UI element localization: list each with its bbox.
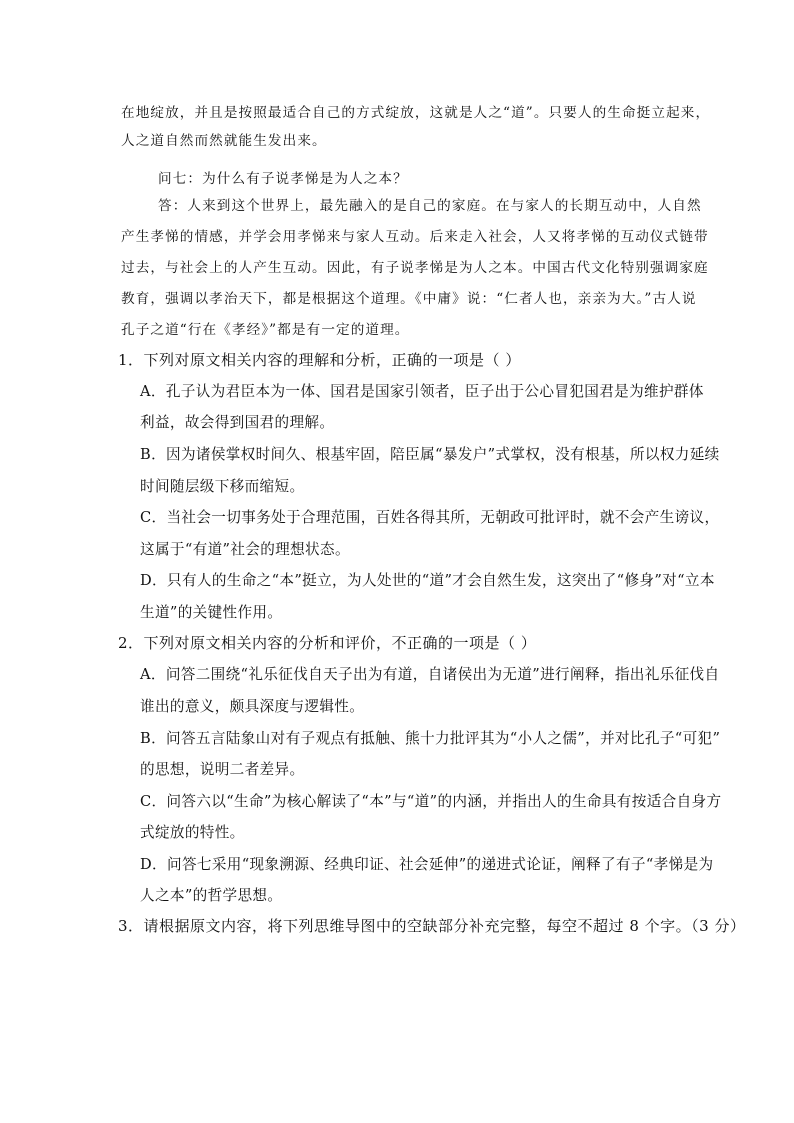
answer-line: 孔子之道“行在《孝经》”都是有一定的道理。 [121, 322, 410, 338]
q1-option-c-line1: C．当社会一切事务处于合理范围，百姓各得其所，无朝政可批评时，就不会产生谤议， [140, 509, 720, 526]
q1-option-d-line1: D．只有人的生命之“本”挺立，为人处世的“道”才会自然生发，这突出了“修身”对“立本 [140, 572, 715, 589]
q2-option-c-line1: C．问答六以“生命”为核心解读了“本”与“道”的内涵，并指出人的生命具有按适合自身方 [140, 793, 722, 810]
question-7-heading: 问七：为什么有子说孝悌是为人之本？ [158, 171, 408, 187]
answer-line: 过去，与社会上的人产生互动。因此，有子说孝悌是为人之本。中国古代文化特别强调家庭 [121, 260, 709, 276]
q2-option-a-line1: A．问答二围绕“礼乐征伐自天子出为有道，自诸侯出为无道”进行阐释，指出礼乐征伐自 [140, 666, 720, 683]
q1-option-a-line2: 利益，故会得到国君的理解。 [140, 414, 335, 431]
q2-option-c-line2: 式绽放的特性。 [140, 824, 245, 841]
passage-line: 在地绽放，并且是按照最适合自己的方式绽放，这就是人之“道”。只要人的生命挺立起来， [121, 105, 711, 121]
q1-option-a-line1: A．孔子认为君臣本为一体、国君是国家引领者，臣子出于公心冒犯国君是为维护群体 [140, 383, 704, 400]
q2-option-d-line2: 人之本”的哲学思想。 [140, 887, 283, 904]
answer-line: 教育，强调以孝治天下，都是根据这个道理。《中庸》说：“仁者人也，亲亲为大。”古人说 [121, 291, 697, 307]
q1-option-c-line2: 这属于“有道”社会的理想状态。 [140, 541, 350, 558]
q2-option-b-line2: 的思想，说明二者差异。 [140, 761, 305, 778]
q2-option-a-line2: 谁出的意义，颇具深度与逻辑性。 [140, 698, 365, 715]
answer-line: 答：人来到这个世界上，最先融入的是自己的家庭。在与家人的长期互动中，人自然 [158, 198, 702, 214]
question-2-stem: 2．下列对原文相关内容的分析和评价，不正确的一项是（ ） [118, 634, 537, 652]
q1-option-b-line1: B．因为诸侯掌权时间久、根基牢固，陪臣属“暴发户”式掌权，没有根基，所以权力延续 [140, 446, 720, 463]
q1-option-b-line2: 时间随层级下移而缩短。 [140, 478, 305, 495]
passage-line: 人之道自然而然就能生发出来。 [121, 133, 327, 149]
q2-option-d-line1: D．问答七采用“现象溯源、经典印证、社会延伸”的递进式论证，阐释了有子“孝悌是为 [140, 856, 714, 873]
q2-option-b-line1: B．问答五言陆象山对有子观点有抵触、熊十力批评其为“小人之儒”，并对比孔子“可犯” [140, 730, 721, 747]
question-1-stem: 1．下列对原文相关内容的理解和分析，正确的一项是（ ） [118, 351, 521, 369]
question-3-stem: 3．请根据原文内容，将下列思维导图中的空缺部分补充完整，每空不超过 8 个字。（3 分） [118, 917, 746, 935]
answer-line: 产生孝悌的情感，并学会用孝悌来与家人互动。后来走入社会，人又将孝悌的互动仪式链带 [121, 229, 709, 245]
q1-option-d-line2: 生道”的关键性作用。 [140, 604, 283, 621]
